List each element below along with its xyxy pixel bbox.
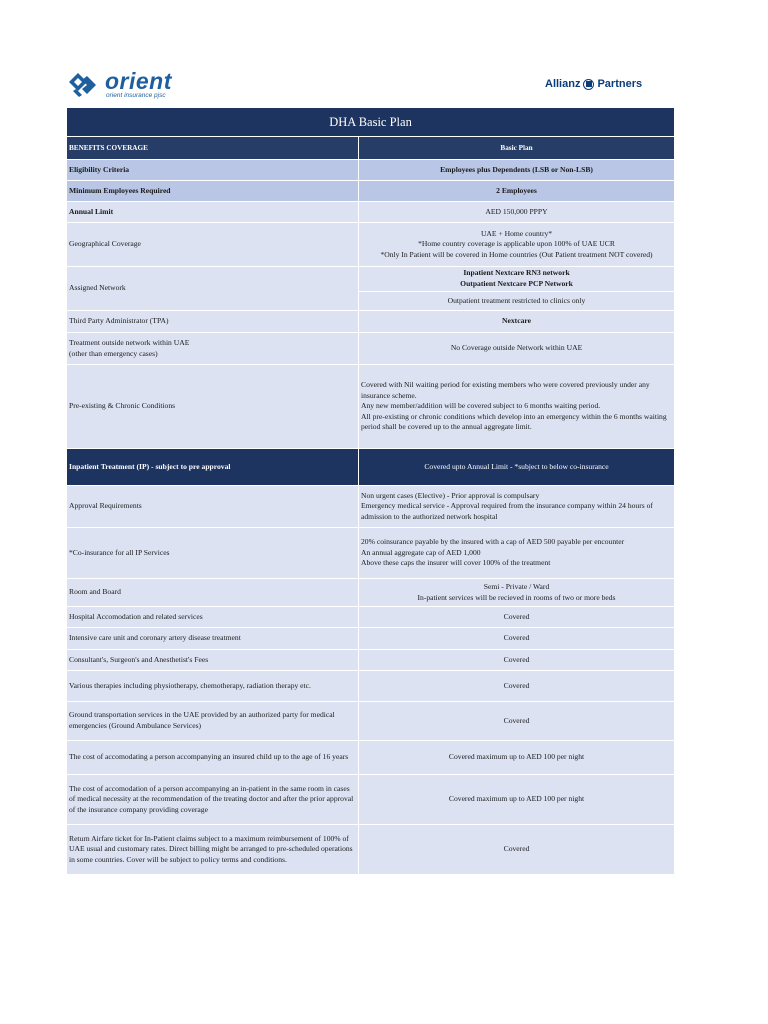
allianz-partners-logo: [545, 78, 642, 90]
row-value: Covered: [359, 650, 675, 671]
table-row: [67, 607, 675, 628]
value-line: Semi - Private / Ward: [483, 581, 550, 591]
row-value: [359, 486, 675, 528]
row-label: Room and Board: [67, 579, 359, 607]
row-value: Covered maximum up to AED 100 per night: [359, 741, 675, 775]
value-line: In-patient services will be recieved in rooms of two or more beds: [417, 592, 616, 602]
row-label: Geographical Coverage: [67, 223, 359, 267]
value-line: *Home country coverage is applicable upon 100% of UAE UCR: [418, 239, 615, 249]
allianz-text: Allianz: [545, 78, 581, 90]
row-label: Assigned Network: [67, 267, 359, 311]
row-label: Eligibility Criteria: [67, 160, 359, 181]
value-line: Above these caps the insurer will cover 100% of the treatment: [361, 558, 551, 568]
table-row: [67, 333, 675, 365]
value-line: Non urgent cases (Elective) - Prior approval is compulsary: [361, 490, 540, 500]
table-row: [67, 365, 675, 449]
table-row: [67, 223, 675, 267]
row-value: Covered maximum up to AED 100 per night: [359, 775, 675, 825]
value-line: Any new member/addition will be covered subject to 6 months waiting period.: [361, 401, 601, 411]
row-label: [67, 333, 359, 365]
partners-text: Partners: [597, 78, 643, 90]
table-row: [67, 486, 675, 528]
row-value: Covered: [359, 607, 675, 628]
header-benefits: BENEFITS COVERAGE: [67, 137, 359, 160]
table-row: [67, 825, 675, 875]
benefits-table: [66, 107, 675, 875]
value-line: Emergency medical service - Approval required from the insurance company within 24 hours of admission to the authorized network hospital: [361, 501, 653, 521]
row-value: [359, 267, 675, 292]
row-value: 2 Employees: [359, 181, 675, 202]
row-value: AED 150,000 PPPY: [359, 202, 675, 223]
row-value: Employees plus Dependents (LSB or Non-LSB): [359, 160, 675, 181]
orient-diamond-icon: [68, 72, 100, 98]
row-value: Covered: [359, 671, 675, 702]
table-row: [67, 741, 675, 775]
row-label: Return Airfare ticket for In-Patient claims subject to a maximum reimbursement of 100% of UAE usual and customary rates. Direct billing might be arranged to pre-scheduled operations in some countries. Cover will be subject to policy terms and conditions.: [67, 825, 359, 875]
row-label: Approval Requirements: [67, 486, 359, 528]
allianz-emblem-icon: [583, 79, 594, 90]
row-value: [359, 528, 675, 579]
value-line: UAE + Home country*: [480, 228, 553, 238]
value-line: All pre-existing or chronic conditions which develop into an emergency within the 6 months waiting period shall be covered up to the annual aggregate limit.: [361, 411, 667, 432]
table-row: [67, 650, 675, 671]
row-label: Annual Limit: [67, 202, 359, 223]
row-label: Third Party Administrator (TPA): [67, 311, 359, 333]
row-label: *Co-insurance for all IP Services: [67, 528, 359, 579]
row-value: [359, 365, 675, 449]
row-value: Covered: [359, 702, 675, 741]
row-value: Nextcare: [359, 311, 675, 333]
row-label: Pre-existing & Chronic Conditions: [67, 365, 359, 449]
section-value: Covered upto Annual Limit - *subject to below co-insurance: [359, 449, 675, 486]
label-line: (other than emergency cases): [69, 348, 158, 358]
orient-tagline: orient insurance pjsc: [106, 92, 166, 99]
value-line: Outpatient Nextcare PCP Network: [460, 279, 573, 288]
table-row: [67, 267, 675, 292]
row-value: Outpatient treatment restricted to clinics only: [359, 292, 675, 311]
row-value: Covered: [359, 628, 675, 650]
value-line: An annual aggregate cap of AED 1,000: [361, 547, 481, 557]
row-label: Hospital Accomodation and related services: [67, 607, 359, 628]
row-label: Various therapies including physiotherapy, chemotherapy, radiation therapy etc.: [67, 671, 359, 702]
table-row: [67, 579, 675, 607]
row-label: The cost of accomodating a person accompanying an insured child up to the age of 16 years: [67, 741, 359, 775]
table-row: [67, 181, 675, 202]
section-label: Inpatient Treatment (IP) - subject to pre approval: [67, 449, 359, 486]
table-title: DHA Basic Plan: [67, 108, 675, 137]
table-row: [67, 702, 675, 741]
table-header-row: [67, 137, 675, 160]
value-line: *Only In Patient will be covered in Home countries (Out Patient treatment NOT covered): [380, 249, 653, 259]
table-row: [67, 202, 675, 223]
table-row: [67, 528, 675, 579]
row-value: [359, 579, 675, 607]
row-label: Ground transportation services in the UAE provided by an authorized party for medical emergencies (Ground Ambulance Services): [67, 702, 359, 741]
table-title-row: [67, 108, 675, 137]
table-row: [67, 671, 675, 702]
orient-logo: [68, 68, 188, 102]
row-value: [359, 223, 675, 267]
table-row: [67, 628, 675, 650]
table-row: [67, 311, 675, 333]
table-section-row: [67, 449, 675, 486]
row-value: No Coverage outside Network within UAE: [359, 333, 675, 365]
row-value: Covered: [359, 825, 675, 875]
value-line: Covered with Nil waiting period for existing members who were covered previously under any insurance scheme.: [361, 380, 650, 400]
value-line: Inpatient Nextcare RN3 network: [463, 268, 570, 278]
row-label: Intensive care unit and coronary artery disease treatment: [67, 628, 359, 650]
label-line: Treatment outside network within UAE: [69, 337, 190, 347]
row-label: Minimum Employees Required: [67, 181, 359, 202]
row-label: The cost of accomodation of a person accompanying an in-patient in the same room in cases of medical necessity at the recommendation of the treating doctor and after the prior approval of the insurance company providing coverage: [67, 775, 359, 825]
table-row: [67, 160, 675, 181]
row-label: Consultant's, Surgeon's and Anesthetist's Fees: [67, 650, 359, 671]
orient-wordmark: orient: [105, 68, 172, 94]
value-line: 20% coinsurance payable by the insured with a cap of AED 500 payable per encounter: [361, 537, 625, 547]
table-row: [67, 775, 675, 825]
header-basic-plan: Basic Plan: [359, 137, 675, 160]
